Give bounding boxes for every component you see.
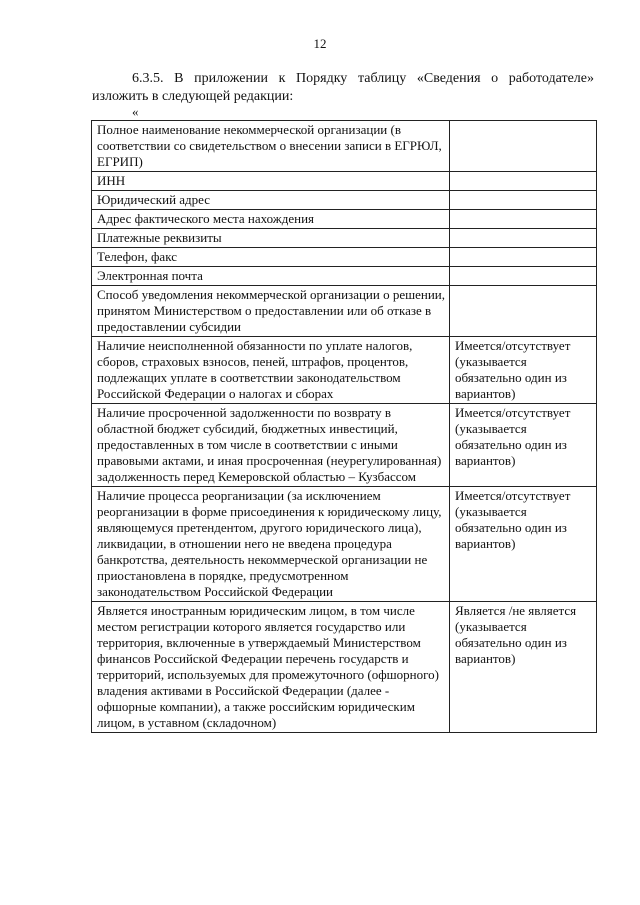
table-row	[92, 172, 597, 191]
table-row	[92, 602, 597, 733]
table-row	[92, 191, 597, 210]
row-value	[450, 248, 597, 267]
row-label: Адрес фактического места нахождения	[92, 210, 450, 229]
row-value	[450, 286, 597, 337]
row-value	[450, 191, 597, 210]
table-row	[92, 487, 597, 602]
row-label: Наличие процесса реорганизации (за исключением реорганизации в форме присоединения к юридическому лицу, являющемуся претендентом, другого юридического лица), ликвидации, в отношении него не введена процедура банкротства, деятельность некоммерческой организации не приостановлена в порядке, предусмотренном законодательством Российской Федерации	[92, 487, 450, 602]
row-value	[450, 210, 597, 229]
table-row	[92, 210, 597, 229]
page-number: 12	[313, 36, 327, 51]
row-label: Электронная почта	[92, 267, 450, 286]
row-value	[450, 172, 597, 191]
table-row	[92, 267, 597, 286]
table-row	[92, 121, 597, 172]
row-label: Юридический адрес	[92, 191, 450, 210]
row-value	[450, 267, 597, 286]
table-row	[92, 286, 597, 337]
intro-paragraph	[92, 70, 594, 106]
row-label: Наличие неисполненной обязанности по уплате налогов, сборов, страховых взносов, пеней, штрафов, процентов, подлежащих уплате в соответствии законодательством Российской Федерации о налогах и сборах	[92, 337, 450, 404]
row-value	[450, 229, 597, 248]
intro-line-1: 6.3.5. В приложении к Порядку таблицу «Сведения о работодателе»	[132, 71, 594, 86]
row-label: ИНН	[92, 172, 450, 191]
row-value: Имеется/отсутствует (указывается обязательно один из вариантов)	[450, 487, 597, 602]
row-label: Наличие просроченной задолженности по возврату в областной бюджет субсидий, бюджетных инвестиций, предоставленных в том числе в соответствии с иными правовыми актами, и иная просроченная (неурегулированная) задолженность перед Кемеровской областью – Кузбассом	[92, 404, 450, 487]
table-row	[92, 337, 597, 404]
row-label: Является иностранным юридическим лицом, в том числе местом регистрации которого является государство или территория, включенные в утверждаемый Министерством финансов Российской Федерации перечень государств и территорий, используемых для промежуточного (офшорного) владения активами в Российской Федерации (далее - офшорные компании), а также российским юридическим лицом, в уставном (складочном)	[92, 602, 450, 733]
row-label: Платежные реквизиты	[92, 229, 450, 248]
opening-quote-mark: «	[132, 104, 139, 119]
employer-info-table	[91, 120, 597, 733]
row-label: Полное наименование некоммерческой организации (в соответствии со свидетельством о внесении записи в ЕГРЮЛ, ЕГРИП)	[92, 121, 450, 172]
intro-line-2: изложить в следующей редакции:	[92, 89, 294, 104]
row-value	[450, 121, 597, 172]
row-label: Телефон, факс	[92, 248, 450, 267]
table-row	[92, 404, 597, 487]
table-row	[92, 229, 597, 248]
row-label: Способ уведомления некоммерческой организации о решении, принятом Министерством о предоставлении или об отказе в предоставлении субсидии	[92, 286, 450, 337]
row-value: Является /не является (указывается обязательно один из вариантов)	[450, 602, 597, 733]
table-row	[92, 248, 597, 267]
row-value: Имеется/отсутствует (указывается обязательно один из вариантов)	[450, 404, 597, 487]
row-value: Имеется/отсутствует (указывается обязательно один из вариантов)	[450, 337, 597, 404]
